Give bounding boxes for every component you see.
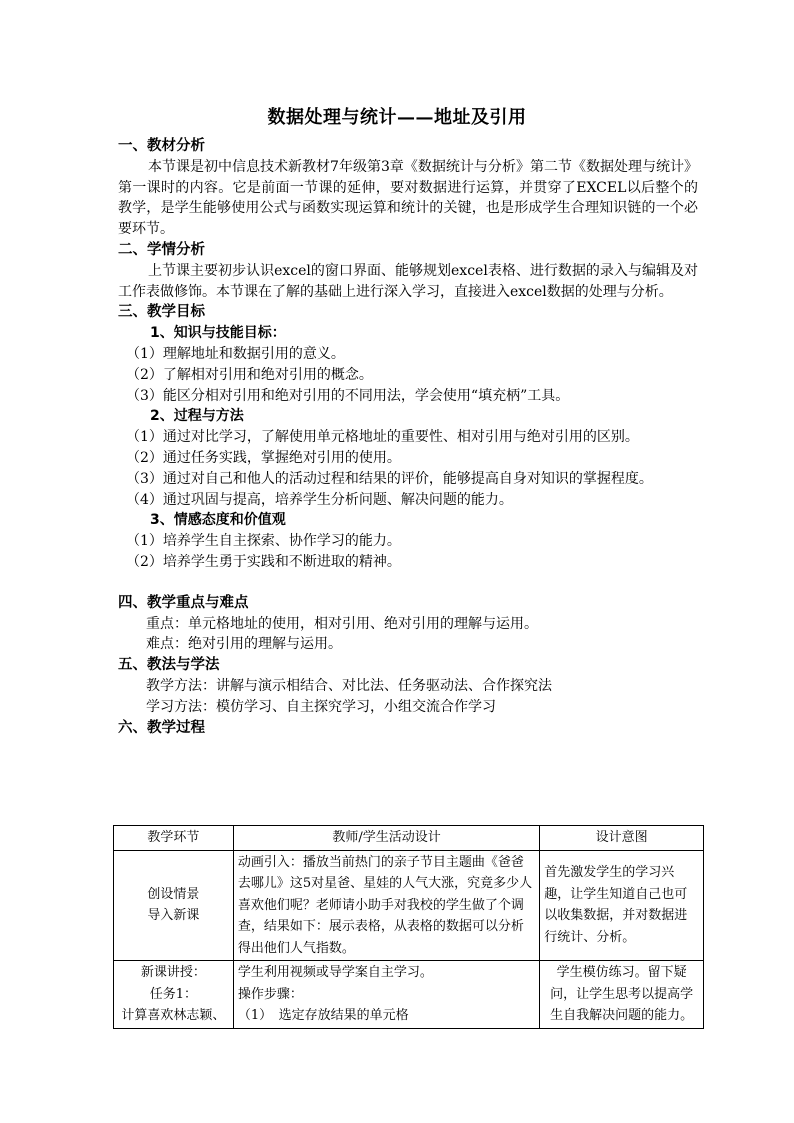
teaching-method-line: 教学方法：讲解与演示相结合、对比法、任务驱动法、合作探究法: [146, 677, 552, 694]
section-heading-5: 五、教法与学法: [118, 657, 220, 674]
table-row: [114, 961, 704, 1029]
goal-2-item: （2）通过任务实践，掌握绝对引用的使用。: [126, 449, 401, 466]
goal-2-item: （3）通过对自己和他人的活动过程和结果的评价，能够提高自身对知识的掌握程度。: [126, 470, 653, 487]
goal-2-title: 2、过程与方法: [150, 408, 244, 425]
difficulty-line: 难点：绝对引用的理解与运用。: [146, 636, 342, 653]
goal-1-item: （3）能区分相对引用和绝对引用的不同用法，学会使用“填充柄”工具。: [126, 387, 570, 404]
section-2-paragraph: 上节课主要初步认识excel的窗口界面、能够规划excel表格、进行数据的录入与编辑及对工作表做修饰。本节课在了解的基础上进行深入学习，直接进入excel数据的处理与分析。: [118, 262, 698, 300]
goal-1-item: （2）了解相对引用和绝对引用的概念。: [126, 366, 373, 383]
table-header-cell: 教学环节: [114, 826, 234, 851]
goal-3-item: （1）培养学生自主探索、协作学习的能力。: [126, 533, 401, 550]
table-header-cell: 设计意图: [540, 826, 704, 851]
goal-3-title: 3、情感态度和价值观: [150, 512, 286, 529]
activity-cell: [233, 850, 539, 961]
goal-3-item: （2）培养学生勇于实践和不断进取的精神。: [126, 553, 401, 570]
intent-text: 首先激发学生的学习兴趣，让学生知道自己也可以收集数据，并对数据进行统计、分析。: [544, 865, 688, 945]
table-header-row: [114, 826, 704, 851]
stage-cell: [114, 850, 234, 961]
activity-line: 操作步骤：: [237, 986, 303, 1002]
intent-cell: [540, 850, 704, 961]
key-point-line: 重点：单元格地址的使用，相对引用、绝对引用的理解与运用。: [146, 615, 538, 632]
section-heading-2: 二、学情分析: [118, 241, 205, 258]
teaching-process-table: [113, 825, 704, 1029]
learning-method-line: 学习方法：模仿学习、自主探究学习，小组交流合作学习: [146, 698, 496, 715]
section-heading-3: 三、教学目标: [118, 304, 205, 321]
section-heading-1: 一、教材分析: [118, 138, 205, 154]
intent-text: 学生模仿练习。留下疑问，让学生思考以提高学生自我解决问题的能力。: [550, 965, 694, 1023]
stage-line: 新课讲授：: [140, 965, 206, 980]
activity-text: 动画引入：播放当前热门的亲子节目主题曲《爸爸去哪儿》这5对星爸、星娃的人气大涨，究竟多少人喜欢他们呢？老师请小助手对我校的学生做了个调查，结果如下：展示表格，从表格的数据可以分析得出他们人气指数。: [237, 854, 533, 956]
activity-cell: [233, 961, 539, 1029]
intent-cell: [540, 961, 704, 1029]
table-row: [114, 850, 704, 961]
stage-line: 创设情景: [147, 886, 200, 902]
stage-line: 导入新课: [147, 908, 200, 924]
section-1-paragraph: 本节课是初中信息技术新教材7年级第3章《数据统计与分析》第二节《数据处理与统计》第一课时的内容。它是前面一节课的延伸，要对数据进行运算，并贯穿了EXCEL以后整个的教学，是学生能够使用公式与函数实现运算和统计的关键，也是形成学生合理知识链的一个必要环节。: [118, 158, 698, 238]
spacer: [118, 573, 698, 593]
goal-2-item: （1）通过对比学习，了解使用单元格地址的重要性、相对引用与绝对引用的区别。: [126, 429, 639, 446]
document-body: [118, 136, 698, 738]
section-heading-6: 六、教学过程: [118, 719, 205, 736]
goal-2-item: （4）通过巩固与提高，培养学生分析问题、解决问题的能力。: [126, 491, 513, 508]
goal-1-title: 1、知识与技能目标：: [150, 325, 286, 342]
section-heading-4: 四、教学重点与难点: [118, 594, 249, 611]
table-header-cell: 教师/学生活动设计: [233, 826, 539, 851]
document-title: 数据处理与统计——地址及引用: [267, 107, 527, 128]
stage-line: 任务1：: [149, 986, 198, 1002]
activity-line: 学生利用视频或导学案自主学习。: [237, 965, 433, 980]
goal-1-item: （1）理解地址和数据引用的意义。: [126, 345, 345, 362]
activity-line: （1） 选定存放结果的单元格: [237, 1008, 409, 1023]
stage-line: 计算喜欢林志颖、: [121, 1008, 226, 1023]
stage-cell: [114, 961, 234, 1029]
